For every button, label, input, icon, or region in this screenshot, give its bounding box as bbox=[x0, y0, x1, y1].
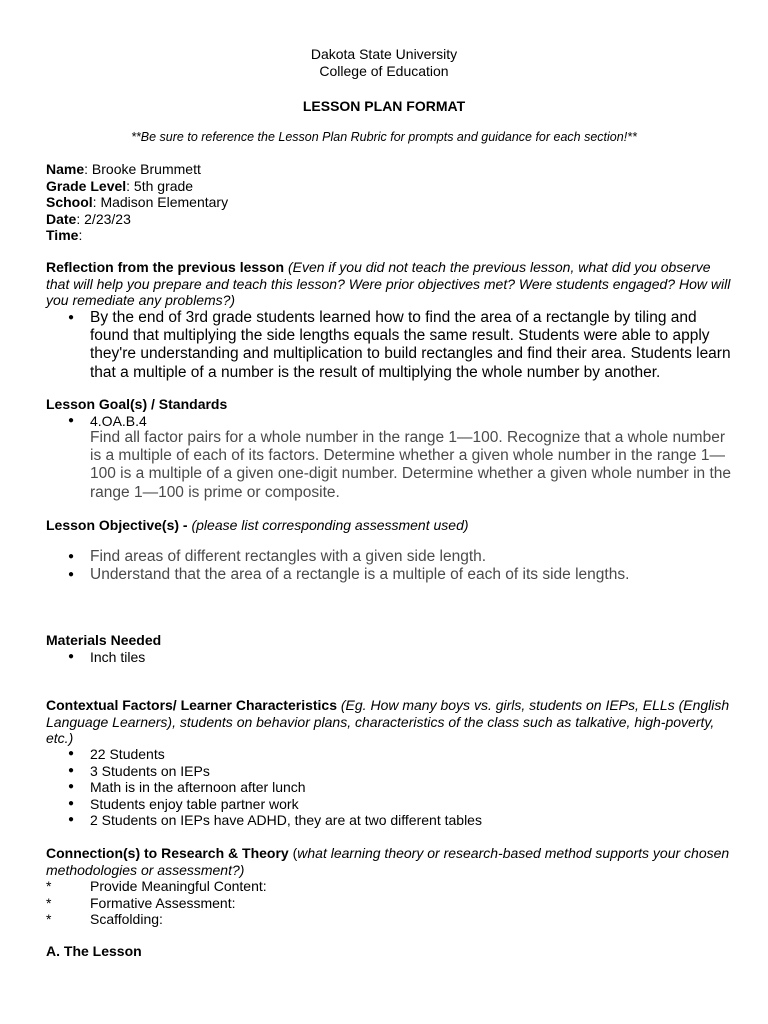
goals-list bbox=[46, 413, 736, 430]
contextual-section bbox=[46, 697, 736, 747]
lesson-heading: A. The Lesson bbox=[46, 943, 142, 959]
research-heading: Connection(s) to Research & Theory bbox=[46, 845, 289, 861]
goals-heading: Lesson Goal(s) / Standards bbox=[46, 396, 228, 412]
list-item: ● 3 Students on IEPs bbox=[46, 763, 736, 780]
reflection-section bbox=[46, 259, 736, 309]
reflection-heading: Reflection from the previous lesson bbox=[46, 259, 285, 275]
list-item: ● Students enjoy table partner work bbox=[46, 796, 736, 813]
research-open-paren: ( bbox=[288, 845, 298, 861]
grade-label: Grade Level bbox=[46, 177, 127, 194]
name-line bbox=[46, 161, 736, 178]
objectives-section bbox=[46, 517, 736, 534]
research-prompt: what learning theory or research-based method supports your chosen methodologies or assessment?) bbox=[46, 845, 730, 878]
time-line bbox=[46, 227, 736, 244]
list-item: ● Math is in the afternoon after lunch bbox=[46, 779, 736, 796]
materials-heading: Materials Needed bbox=[46, 632, 162, 648]
list-item: * Scaffolding: bbox=[46, 911, 736, 928]
list-item: ● 2 Students on IEPs have ADHD, they are at two different tables bbox=[46, 812, 736, 829]
time-value: : bbox=[78, 227, 83, 243]
standard-code: ● 4.OA.B.4 bbox=[46, 413, 736, 430]
school-label: School bbox=[46, 194, 93, 210]
contextual-prompt: (Eg. How many boys vs. girls, students on IEPs, ELLs (English Language Learners), students on behavior plans, characteristics of the class such as talkative, high-poverty, etc.) bbox=[46, 697, 730, 746]
contextual-list bbox=[46, 746, 736, 829]
list-item: ● Find areas of different rectangles with a given side length. bbox=[46, 548, 736, 566]
university-name: Dakota State University bbox=[310, 46, 458, 62]
reflection-list bbox=[46, 309, 736, 382]
objectives-prompt: (please list corresponding assessment used) bbox=[191, 517, 469, 533]
objectives-list bbox=[46, 548, 736, 584]
reflection-prompt: (Even if you did not teach the previous lesson, what did you observe that will help you prepare and teach this lesson? Were prior objectives met? Were students engaged? How will you remediate any problems?) bbox=[46, 259, 731, 308]
list-item: * Provide Meaningful Content: bbox=[46, 878, 736, 895]
research-section bbox=[46, 845, 736, 878]
list-item: ● Inch tiles bbox=[46, 649, 736, 666]
date-label: Date bbox=[46, 210, 77, 227]
time-label: Time bbox=[46, 227, 79, 243]
list-item: ● 22 Students bbox=[46, 746, 736, 763]
standard-description: Find all factor pairs for a whole number in the range 1—100. Recognize that a whole number is a multiple of each of its factors. Determine whether a given whole number in the range 1—100 is a multiple of a given one-digit number. Determine whether a given whole number in the range 1—100 is prime or composite. bbox=[90, 429, 732, 501]
list-item: ● By the end of 3rd grade students learned how to find the area of a rectangle by tiling and found that multiplying the side lengths equals the same result. Students were able to apply they're understanding and multiplication to build rectangles and find their area. Students learn that a multiple of a number is the result of multiplying the whole number by another. bbox=[46, 309, 736, 382]
school-line bbox=[46, 194, 736, 211]
materials-list bbox=[46, 649, 736, 666]
college-name: College of Education bbox=[319, 63, 449, 79]
list-item: ● Understand that the area of a rectangle is a multiple of each of its side lengths. bbox=[46, 566, 736, 584]
list-item: * Formative Assessment: bbox=[46, 895, 736, 912]
objectives-heading: Lesson Objective(s) - bbox=[46, 517, 188, 533]
school-value: : Madison Elementary bbox=[92, 194, 229, 210]
date-value: : 2/23/23 bbox=[76, 210, 131, 227]
grade-line bbox=[46, 178, 736, 195]
rubric-note: **Be sure to reference the Lesson Plan Rubric for prompts and guidance for each section!** bbox=[131, 130, 637, 144]
contextual-heading: Contextual Factors/ Learner Characteristics bbox=[46, 697, 337, 713]
document-title: LESSON PLAN FORMAT bbox=[302, 98, 466, 114]
name-value: : Brooke Brummett bbox=[84, 161, 201, 177]
date-line bbox=[46, 211, 736, 228]
grade-value: : 5th grade bbox=[126, 177, 194, 194]
research-list bbox=[46, 878, 736, 928]
name-label: Name bbox=[46, 161, 85, 177]
